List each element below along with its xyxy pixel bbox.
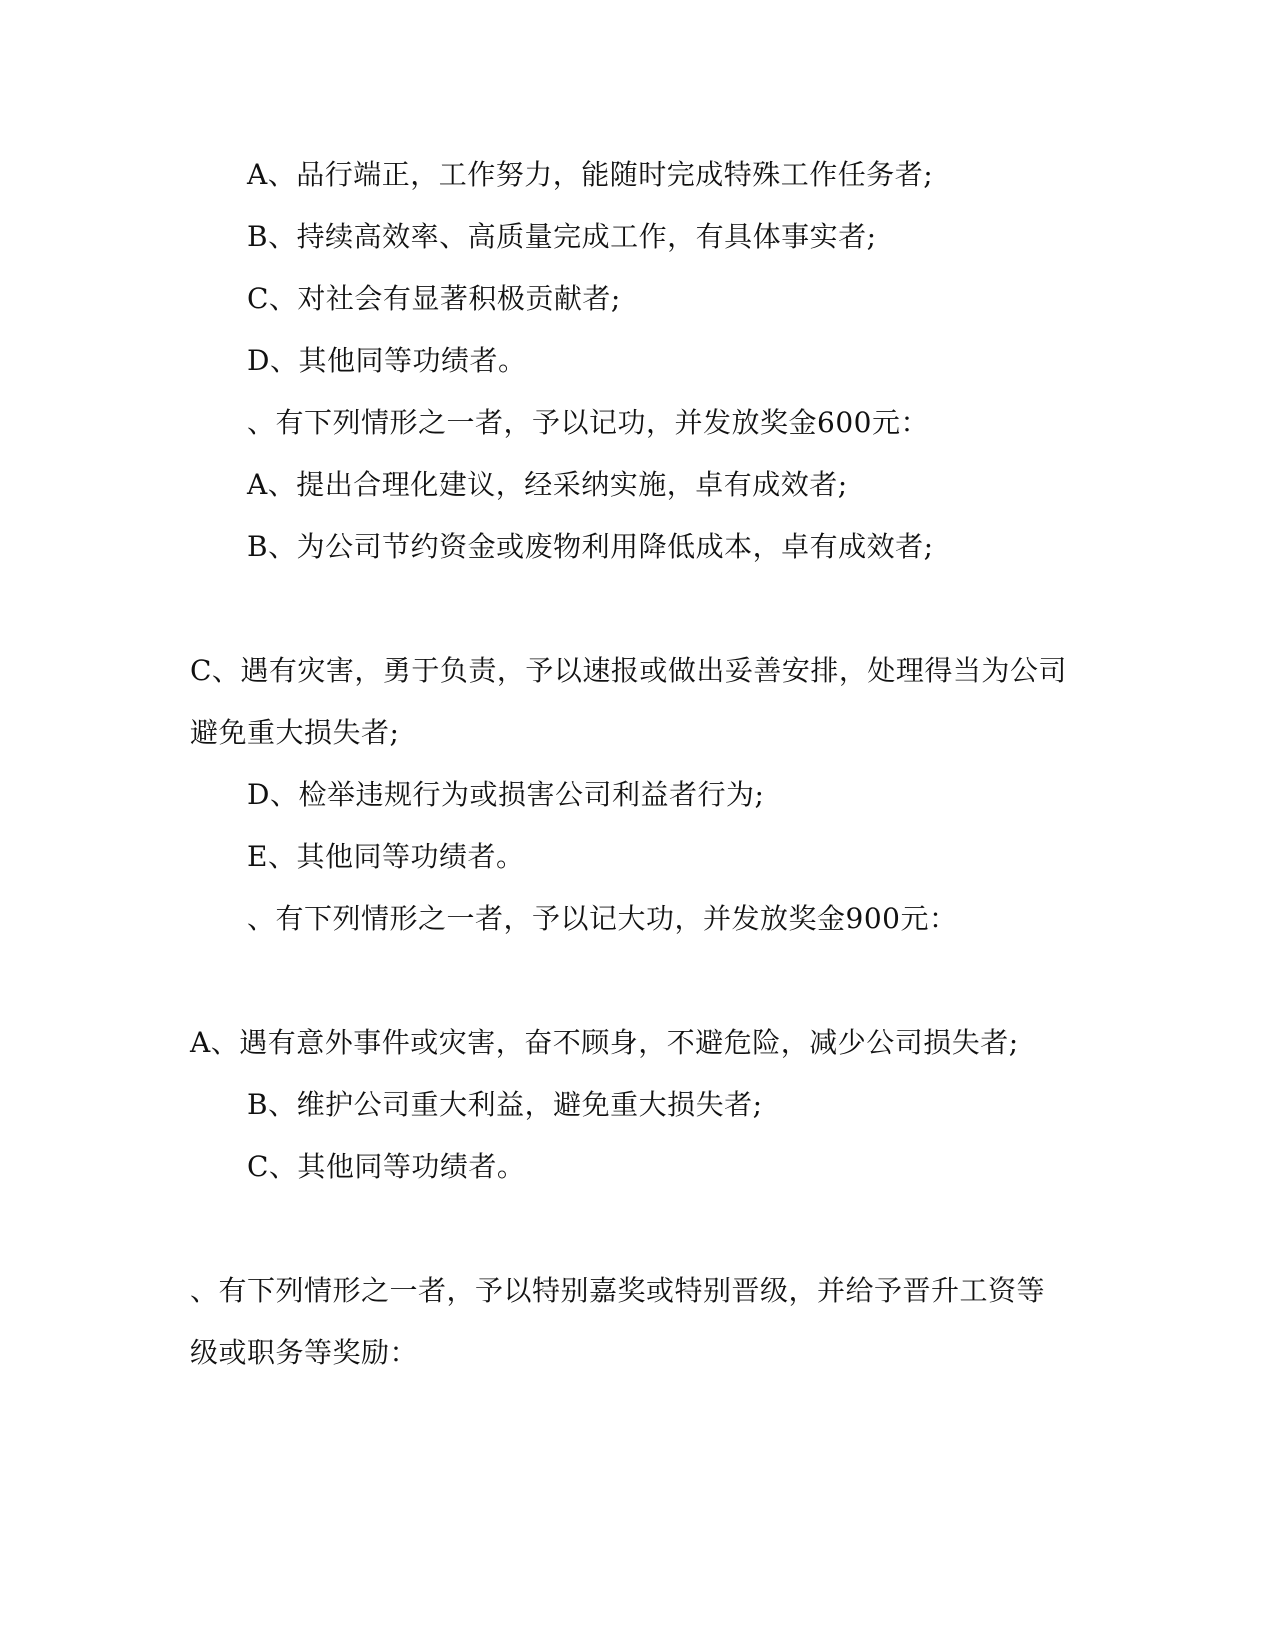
item-a-rational-suggestion: A、提出合理化建议，经采纳实施，卓有成效者; (247, 468, 848, 501)
item-a-upright-conduct: A、品行端正，工作努力，能随时完成特殊工作任务者; (247, 158, 934, 191)
section-special-award-line2: 级或职务等奖励： (190, 1336, 419, 1369)
item-e-other-merit: E、其他同等功绩者。 (247, 840, 525, 873)
item-d-report-violations: D、检举违规行为或损害公司利益者行为; (247, 778, 765, 811)
section-special-award-line1: 、有下列情形之一者，予以特别嘉奖或特别晋级，并给予晋升工资等 (190, 1274, 1046, 1307)
section-major-merit-900: 、有下列情形之一者，予以记大功，并发放奖金900元： (247, 902, 958, 935)
item-b-protect-interests: B、维护公司重大利益，避免重大损失者; (247, 1088, 763, 1121)
item-c-disaster-response-line1: C、遇有灾害，勇于负责，予以速报或做出妥善安排，处理得当为公司 (190, 654, 1067, 687)
section-merit-600: 、有下列情形之一者，予以记功，并发放奖金600元： (247, 406, 929, 439)
item-c-disaster-response-line2: 避免重大损失者; (190, 716, 400, 749)
item-d-other-merit: D、其他同等功绩者。 (247, 344, 527, 377)
item-b-high-efficiency: B、持续高效率、高质量完成工作，有具体事实者; (247, 220, 877, 253)
item-b-cost-saving: B、为公司节约资金或废物利用降低成本，卓有成效者; (247, 530, 934, 563)
item-c-social-contribution: C、对社会有显著积极贡献者; (247, 282, 621, 315)
item-c-other-merit: C、其他同等功绩者。 (247, 1150, 526, 1183)
item-a-accident-bravery: A、遇有意外事件或灾害，奋不顾身，不避危险，减少公司损失者; (190, 1026, 1019, 1059)
